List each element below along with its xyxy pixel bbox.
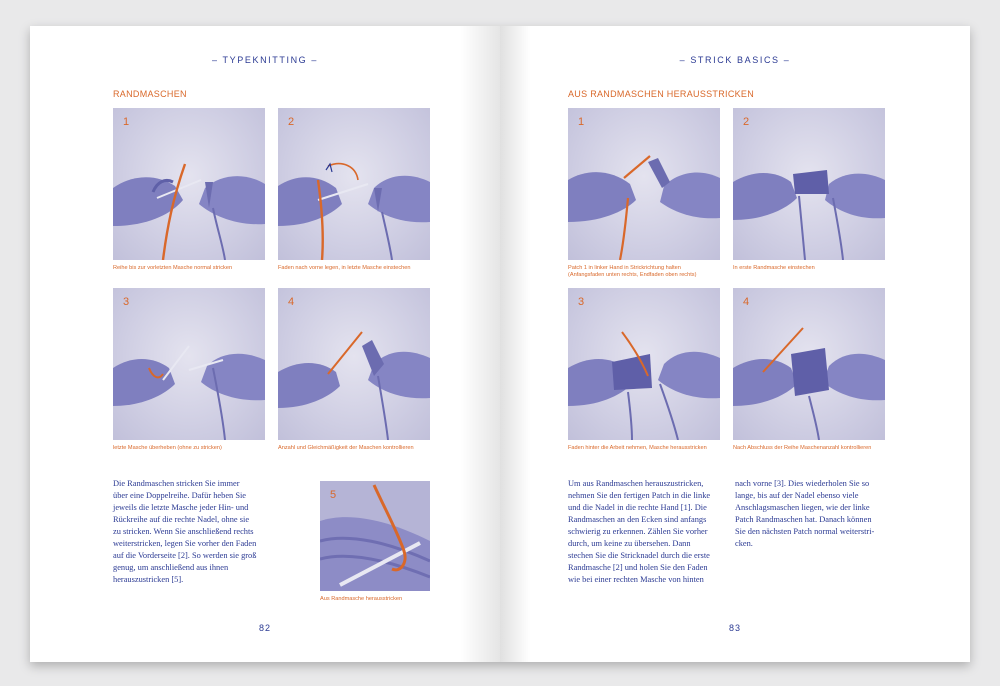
text-line: Rückreihe auf die rechte Nadel, ohne sie — [113, 515, 250, 524]
caption-step-4: Anzahl und Gleichmäßigkeit der Maschen kontrollieren — [278, 445, 414, 451]
photo-step-4 — [733, 288, 885, 440]
knitting-hands-illustration — [568, 108, 720, 260]
text-line: nehmen Sie den fertigen Patch in die linke — [568, 491, 711, 500]
knitting-closeup-illustration — [320, 481, 430, 591]
text-line: Die Randmaschen stricken Sie immer — [113, 479, 240, 488]
running-head-right: – STRICK BASICS – — [679, 55, 791, 65]
caption-step-3: Faden hinter die Arbeit nehmen, Masche herausstricken — [568, 445, 707, 451]
text-line: Patch Randmaschen hat. Danach können — [735, 515, 872, 524]
text-line: cken. — [735, 539, 753, 548]
step-number: 4 — [743, 296, 750, 308]
knitting-hands-illustration — [568, 288, 720, 440]
step-number: 4 — [288, 296, 295, 308]
text-line: Sie den nächsten Patch normal weiterstri- — [735, 527, 875, 536]
text-line: Anschlagsmaschen liegen, wie der linke — [735, 503, 870, 512]
text-line: jeweils die letzte Masche jeder Hin- und — [113, 503, 249, 512]
text-line: Um aus Randmaschen herauszustricken, — [568, 479, 704, 488]
text-line: schwierig zu erkennen. Zählen Sie vorher — [568, 527, 708, 536]
knitting-hands-illustration — [278, 288, 430, 440]
text-line: Randmaschen an den Ecken sind anfangs — [568, 515, 707, 524]
knitting-hands-illustration — [113, 108, 265, 260]
body-text-right-col1 — [568, 478, 733, 586]
body-text-right-col2 — [735, 478, 905, 550]
text-line: herauszustricken [5]. — [113, 575, 184, 584]
text-line: und die Nadel in die rechte Hand [1]. Die — [568, 503, 707, 512]
left-page — [30, 26, 500, 662]
photo-step-3 — [113, 288, 265, 440]
text-line: durch, um keine zu übersehen. Dann — [568, 539, 691, 548]
right-page — [500, 26, 970, 662]
photo-step-4 — [278, 288, 430, 440]
step-number: 2 — [288, 116, 295, 128]
knitting-hands-illustration — [733, 108, 885, 260]
section-title-left: RANDMASCHEN — [113, 89, 187, 99]
photo-step-2 — [733, 108, 885, 260]
caption-step-3: letzte Masche überheben (ohne zu stricken) — [113, 445, 222, 451]
photo-step-2 — [278, 108, 430, 260]
gutter-shadow — [460, 26, 500, 662]
page-number-left: 82 — [258, 623, 271, 633]
caption-step-2: Faden nach vorne legen, in letzte Masche einstechen — [278, 265, 411, 271]
caption-step-2: In erste Randmasche einstechen — [733, 265, 815, 271]
step-number: 3 — [578, 296, 585, 308]
text-line: zu stricken. Wenn Sie anschließend rechts — [113, 527, 254, 536]
knitting-hands-illustration — [733, 288, 885, 440]
text-line: Randmasche [2] und holen Sie den Faden — [568, 563, 708, 572]
photo-step-3 — [568, 288, 720, 440]
text-line: über eine Doppelreihe. Dafür heben Sie — [113, 491, 247, 500]
book-spread — [30, 26, 970, 662]
gutter-shadow — [500, 26, 530, 662]
text-line: auf die Vorderseite [2]. So werden sie groß — [113, 551, 257, 560]
photo-step-1 — [568, 108, 720, 260]
step-number: 1 — [578, 116, 585, 128]
running-head-left: – TYPEKNITTING – — [212, 55, 318, 65]
caption-step-5: Aus Randmasche herausstricken — [320, 596, 403, 602]
text-line: weiterstricken, legen Sie vorher den Faden — [113, 539, 257, 548]
page-number-right: 83 — [728, 623, 741, 633]
step-number: 3 — [123, 296, 130, 308]
step-number: 1 — [123, 116, 130, 128]
text-line: lange, bis auf der Nadel ebenso viele — [735, 491, 859, 500]
step-number: 2 — [743, 116, 750, 128]
caption-step-1: Reihe bis zur vorletzten Masche normal stricken — [113, 265, 233, 271]
knitting-hands-illustration — [278, 108, 430, 260]
text-line: genug, um anschließend aus ihnen — [113, 563, 229, 572]
text-line: stechen Sie die Stricknadel durch die erste — [568, 551, 710, 560]
step-number: 5 — [330, 489, 337, 501]
text-line: wie bei einer rechten Masche von hinten — [568, 575, 704, 584]
caption-line: Patch 1 in linker Hand in Strickrichtung halten — [568, 265, 681, 271]
photo-step-1 — [113, 108, 265, 260]
caption-line: (Anfangsfaden unten rechts, Endfaden oben rechts) — [568, 272, 697, 278]
section-title-right: AUS RANDMASCHEN HERAUSSTRICKEN — [568, 89, 755, 99]
caption-step-4: Nach Abschluss der Reihe Maschenanzahl kontrollieren — [733, 445, 872, 451]
text-line: nach vorne [3]. Dies wiederholen Sie so — [735, 479, 870, 488]
body-text-left — [113, 478, 303, 586]
caption-step-1 — [568, 265, 728, 279]
knitting-hands-illustration — [113, 288, 265, 440]
photo-step-5 — [320, 481, 430, 591]
